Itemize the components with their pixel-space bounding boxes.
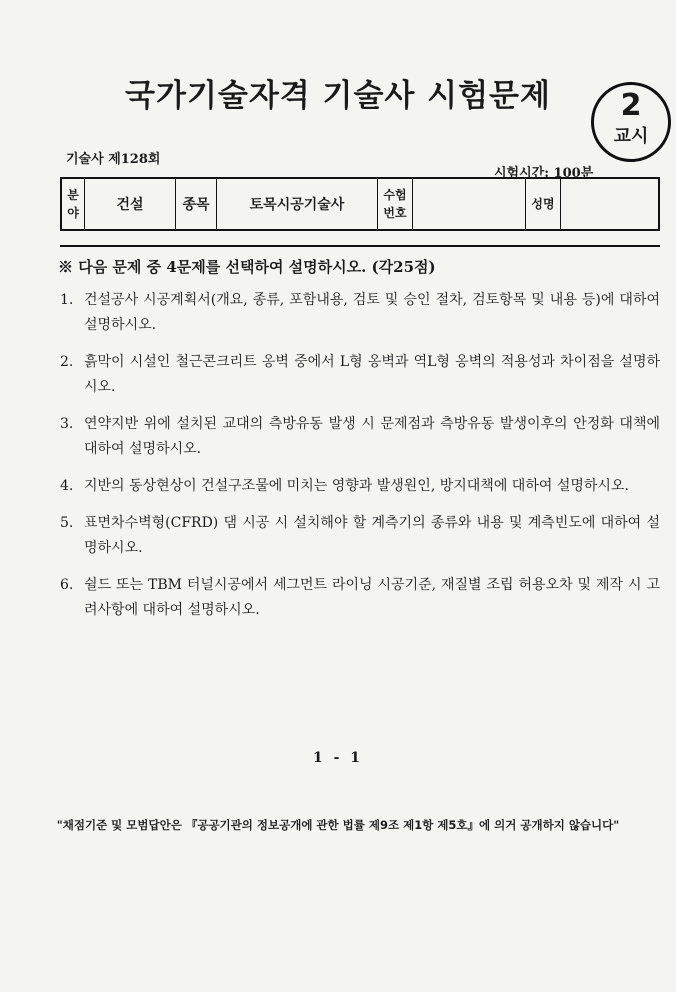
session-label: 교시 [613, 126, 649, 147]
question-number: 2. [60, 354, 74, 370]
question-item [60, 350, 660, 400]
question-text: 지반의 동상현상이 건설구조물에 미치는 영향과 발생원인, 방지대책에 대하여 설명하시오. [84, 478, 629, 494]
question-text: 표면차수벽형(CFRD) 댐 시공 시 설치해야 할 계측기의 종류와 내용 및 계측빈도에 대하여 설명하시오. [84, 515, 660, 556]
question-text: 흙막이 시설인 철근콘크리트 옹벽 중에서 L형 옹벽과 역L형 옹벽의 적용성과 차이점을 설명하시오. [84, 354, 660, 395]
name-label: 성명 [526, 178, 561, 230]
question-number: 1. [60, 292, 74, 308]
name-field[interactable] [561, 178, 660, 230]
question-item [60, 474, 660, 499]
page-title: 국가기술자격 기술사 시험문제 [125, 78, 551, 114]
exam-number-label: 수험번호 [378, 178, 413, 230]
question-item [60, 573, 660, 623]
field-label: 분야 [61, 178, 85, 230]
page-number: 1 - 1 [312, 750, 364, 766]
question-item [60, 412, 660, 462]
session-badge [591, 82, 671, 162]
question-item [60, 288, 660, 338]
question-item [60, 511, 660, 561]
exam-info-table [60, 177, 660, 231]
instruction: ※ 다음 문제 중 4문제를 선택하여 설명하시오. (각25점) [58, 258, 436, 276]
disclosure-footer: "채점기준 및 모범답안은 『공공기관의 정보공개에 관한 법률 제9조 제1항 제5호』에 의거 공개하지 않습니다" [56, 818, 620, 832]
divider [60, 245, 660, 247]
field-value: 건설 [85, 178, 176, 230]
session-number: 2 [620, 88, 642, 123]
question-number: 4. [60, 478, 74, 494]
category-value: 토목시공기술사 [217, 178, 378, 230]
question-text: 연약지반 위에 설치된 교대의 측방유동 발생 시 문제점과 측방유동 발생이후의 안정화 대책에 대하여 설명하시오. [84, 416, 660, 457]
question-number: 3. [60, 416, 74, 432]
exam-time: 시험시간: 100분 [494, 166, 594, 181]
category-label: 종목 [176, 178, 217, 230]
question-number: 5. [60, 515, 74, 531]
exam-round: 기술사 제128회 [66, 152, 161, 167]
question-number: 6. [60, 577, 74, 593]
exam-number-field[interactable] [413, 178, 526, 230]
question-text: 건설공사 시공계획서(개요, 종류, 포함내용, 검토 및 승인 절차, 검토항목 및 내용 등)에 대하여 설명하시오. [84, 292, 660, 333]
question-list [60, 288, 660, 635]
question-text: 쉴드 또는 TBM 터널시공에서 세그먼트 라이닝 시공기준, 재질별 조립 허용오차 및 제작 시 고려사항에 대하여 설명하시오. [84, 577, 660, 618]
